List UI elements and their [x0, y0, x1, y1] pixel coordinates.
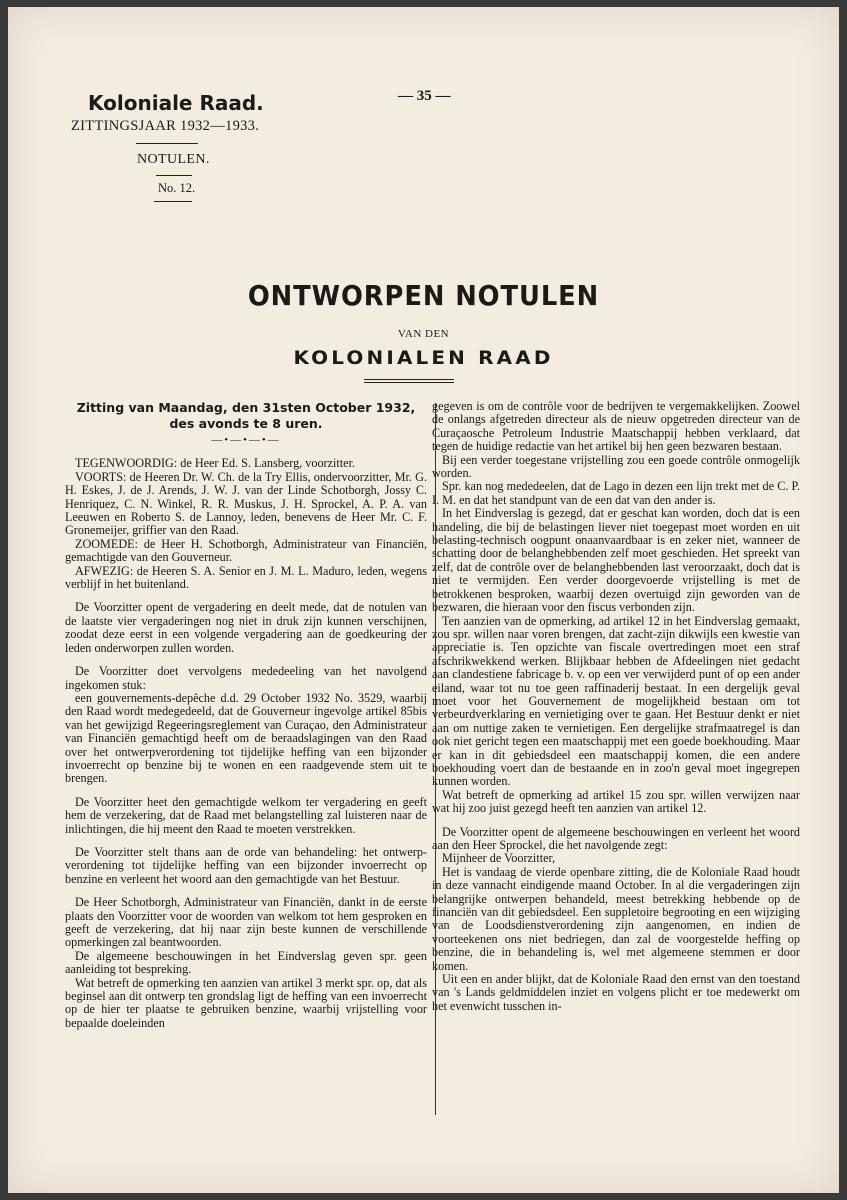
title-rule-bottom — [364, 382, 454, 383]
paragraph: De Voorzitter stelt thans aan de orde van behandeling: het ontwerp-verordening tot tijdelijke heffing van een bijzonder invoerrecht op benzine en verleent het woord aan den gemachtigde van het Bestuur. — [65, 844, 427, 886]
paragraph: Wat betreft de opmerking ad artikel 15 zou spr. willen verwijzen naar wat hij zoo juist gezegd heeft ten aanzien van artikel 12. — [432, 787, 800, 816]
title-rule-top — [364, 379, 454, 380]
header-rule — [136, 143, 198, 144]
left-column — [65, 400, 427, 1030]
paragraph: In het Eindverslag is gezegd, dat er geschat kan worden, doch dat is een handeling, die bij de belastingen liever niet toegepast moet worden en uit belasting-technisch oogpunt onaanvaardbaar is en zeker niet, wanneer de schatting door de belanghebbenden zelf moet geschieden. Het spreekt van zelf, dat de contrôle over de belanghebbenden last veroorzaakt, doch dat is niet te vermijden. Een verder doorgevoerde vrijstelling is met de betrokkenen besproken, waarbij dezen overtuigd zijn geworden van de bezwaren, die hieraan voor den fiscus verbonden zijn. — [432, 506, 800, 615]
paragraph: TEGENWOORDIG: de Heer Ed. S. Lansberg, voorzitter. — [75, 456, 356, 471]
van-den-label: VAN DEN — [397, 328, 450, 340]
paragraph: Ten aanzien van de opmerking, ad artikel 12 in het Eindverslag gemaakt, zou spr. willen naar voren brengen, dat zacht-zijn dikwijls een kwestie van appreciatie is. Ten opzichte van fiscale overtredingen moet een straf afschrikwekkend werken. Blijkbaar hebben de Afdeelingen niet gedacht aan clandestiene fabricage b. v. op een ver verwijderd punt of op een ander eiland, waar tot nu toe geen raffinaderij bestaat. In een dergelijk geval moet voor het Gouvernement de mogelijkheid bestaan om tot verbeurdverklaring en vernietiging over te gaan. Het Bestuur denkt er niet aan om nuttige zaken te vernietigen. Een dergelijke strafmaatregel is dan ook niet gericht tegen een maatschappij met een goede boekhouding. Maar er kan in dit gebiedsdeel een maatschappij komen, die een andere boekhouding voert dan de bestaande en in zoo'n geval moet ingegrepen kunnen worden. — [432, 613, 800, 789]
issue-number: No. 12. — [158, 181, 196, 195]
session-heading: Zitting van Maandag, den 31sten October 1932, des avonds te 8 uren. — [76, 400, 416, 431]
paragraph: Bij een verder toegestane vrijstelling zou een goede contrôle onmogelijk worden. — [432, 452, 800, 481]
paragraph: De Heer Schotborgh, Administrateur van Financiën, dankt in de eerste plaats den Voorzitter voor de woorden van welkom tot hem gesproken en geeft de verzekering, dat hij naar zijn beste kunnen de verschillende opmerkingen zal beantwoorden. — [65, 895, 427, 950]
paragraph: De Voorzitter heet den gemachtigde welkom ter vergadering en geeft hem de verzekering, dat de Raad met belangstelling zal luisteren naar de inlichtingen, die hij meent den Raad te moeten verstrekken. — [65, 794, 427, 836]
paragraph: Uit een en ander blijkt, dat de Koloniale Raad den ernst van den toestand van 's Lands geldmiddelen inziet en volgens plicht er toe medewerkt om het evenwicht tusschen in- — [432, 972, 800, 1013]
paragraph: gegeven is om de contrôle voor de bedrijven te vergemakkelijken. Zoowel de onlangs afgetreden directeur als de nieuw opgetreden directeur van de Curaçaosche Petroleum Industrie Maatschappij hebben verklaard, dat tegen de huidige redactie van het artikel bij hen geen bezwaren bestaan. — [432, 399, 800, 454]
page-number: — 35 — — [398, 88, 451, 104]
paragraph: De algemeene beschouwingen in het Eindverslag geven spr. geen aanleiding tot bespreking. — [65, 948, 427, 977]
paragraph: Wat betreft de opmerking ten aanzien van artikel 3 merkt spr. op, dat als beginsel aan dit ontwerp ten grondslag ligt de heffing van een invoerrecht op de hier ter plaatse te gebruiken benzine, waarbij vrijstelling voor bepaalde doeleinden — [65, 975, 427, 1030]
council-title: Koloniale Raad. — [88, 91, 264, 115]
paragraph: De Voorzitter opent de vergadering en deelt mede, dat de notulen van de laatste vier vergaderingen nog niet in druk zijn kunnen verschijnen, zoodat deze eerst in een volgende vergadering aan de goedkeuring der leden onderworpen zullen worden. — [65, 600, 427, 655]
header-rule-3 — [154, 201, 192, 202]
notulen-label: NOTULEN. — [137, 152, 210, 167]
document-page — [8, 7, 839, 1193]
paragraph: De Voorzitter opent de algemeene beschouwingen en verleent het woord aan den Heer Sprockel, die het navolgende zegt: — [432, 824, 800, 852]
paragraph: Mijnheer de Voorzitter, — [442, 851, 556, 866]
paragraph: ZOOMEDE: de Heer H. Schotborgh, Administrateur van Financiën, gemachtigde van den Gouverneur. — [65, 536, 427, 565]
header-rule-2 — [156, 175, 192, 176]
paragraph: AFWEZIG: de Heeren S. A. Senior en J. M. L. Maduro, leden, wegens verblijf in het buitenland. — [65, 563, 427, 592]
right-column — [432, 400, 800, 1013]
ornament-divider: —•—•—•— — [211, 434, 281, 446]
session-year: ZITTINGSJAAR 1932—1933. — [71, 118, 260, 134]
main-title: ONTWORPEN NOTULEN — [247, 279, 600, 312]
paragraph: Het is vandaag de vierde openbare zitting, die de Koloniale Raad houdt in deze vannacht eindigende maand October. In al die vergaderingen zijn belangrijke ontwerpen behandeld, meest betrekking hebbende op de financiën van dit gebiedsdeel. Een suppletoire begrooting en een wijziging van de Loodsdienstverordening zijn aangenomen, en indien de voorteekenen ons niet bedriegen, dan zal de voorgestelde heffing op benzine, die in behandeling is, wel met algemeene stemmen er door komen. — [432, 864, 800, 973]
raad-title: KOLONIALEN RAAD — [293, 347, 554, 369]
paragraph: De Voorzitter doet vervolgens mededeeling van het navolgend ingekomen stuk: — [65, 664, 427, 692]
paragraph: VOORTS: de Heeren Dr. W. Ch. de la Try Ellis, ondervoorzitter, Mr. G. H. Eskes, J. de J. Arends, J. W. J. van der Linde Schotborgh, Jossy C. Henriquez, C. N. Winkel, R. R. Muskus, J. H. Sprockel, A. P. A. van Leeuwen en Roberto S. de Lannoy, leden, benevens de Heer Mr. C. F. Gronemeijer, griffier van den Raad. — [65, 469, 427, 538]
paragraph: Spr. kan nog mededeelen, dat de Lago in dezen een lijn trekt met de C. P. I. M. en dat het standpunt van de een dat van den ander is. — [432, 479, 800, 507]
paragraph: een gouvernements-depêche d.d. 29 October 1932 No. 3529, waarbij den Raad wordt medegedeeld, dat de Gouverneur ingevolge artikel 85bis van het gewijzigd Regeeringsreglement van Curaçao, den Administrateur van Financiën gemachtigd heeft om de beraadslagingen van den Raad over het ontwerpverordening tot tijdelijke heffing van een bijzonder invoerrecht op benzine bij te wonen en een raadgevende stem uit te brengen. — [65, 690, 427, 786]
